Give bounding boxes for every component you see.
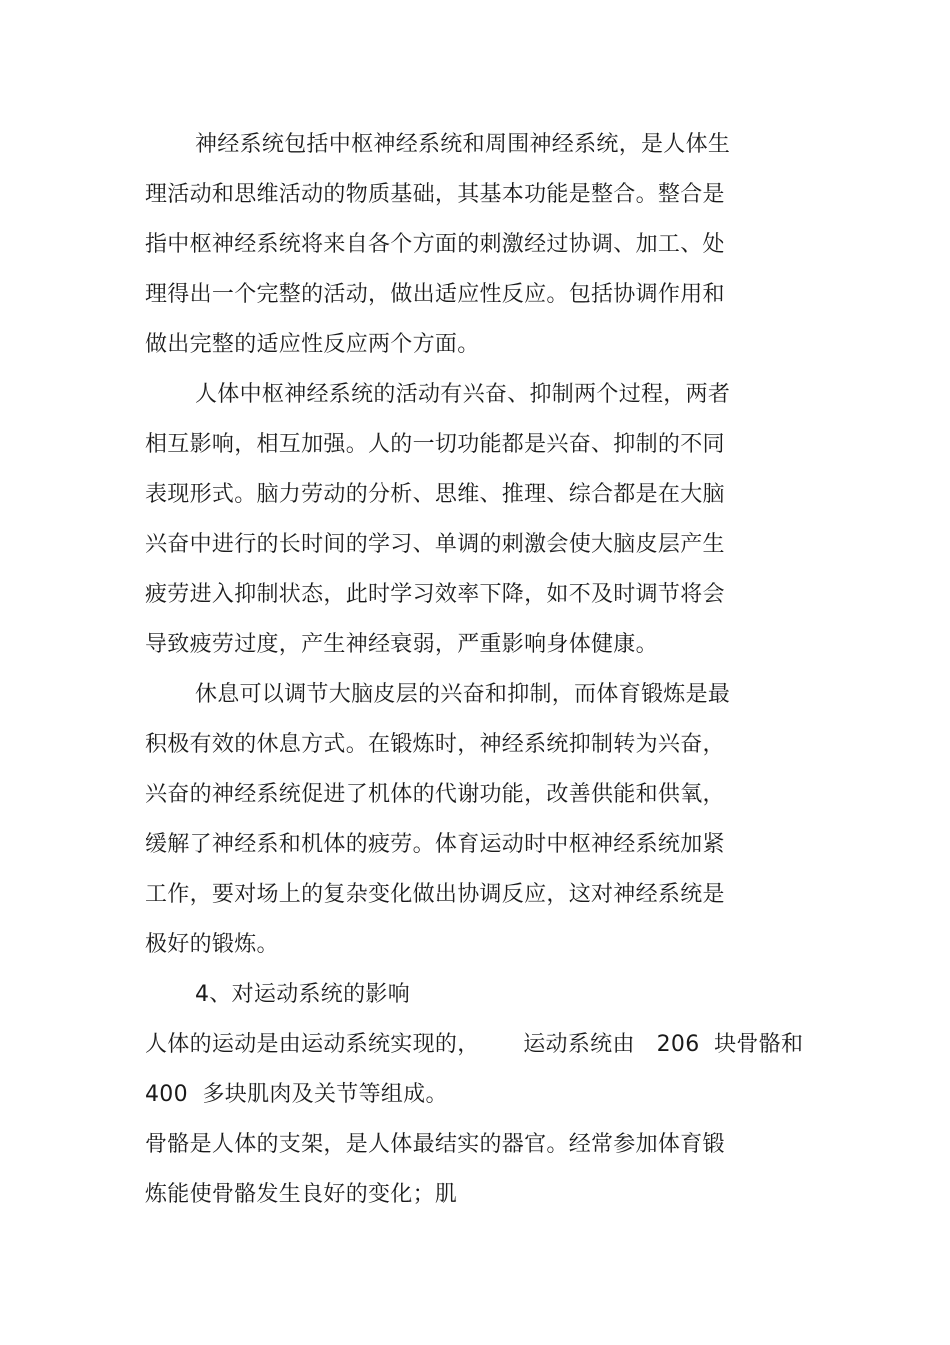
paragraph-line: 缓解了神经系和机体的疲劳。体育运动时中枢神经系统加紧: [145, 832, 725, 857]
paragraph-line: 疲劳进入抑制状态，此时学习效率下降，如不及时调节将会: [145, 582, 725, 607]
paragraph-line: 兴奋的神经系统促进了机体的代谢功能，改善供能和供氧，: [145, 782, 725, 807]
paragraph-line: 理活动和思维活动的物质基础，其基本功能是整合。整合是: [145, 182, 725, 207]
paragraph-line: 人体中枢神经系统的活动有兴奋、抑制两个过程，两者: [195, 382, 731, 407]
section-heading: 4、对运动系统的影响: [195, 982, 410, 1007]
paragraph-line: 理得出一个完整的活动，做出适应性反应。包括协调作用和: [145, 282, 725, 307]
paragraph-line: 指中枢神经系统将来自各个方面的刺激经过协调、加工、处: [145, 232, 725, 257]
paragraph-line: 休息可以调节大脑皮层的兴奋和抑制，而体育锻炼是最: [195, 682, 731, 707]
paragraph-line: 做出完整的适应性反应两个方面。: [145, 332, 480, 357]
paragraph-line: 积极有效的休息方式。在锻炼时，神经系统抑制转为兴奋，: [145, 732, 725, 757]
paragraph-line: 工作，要对场上的复杂变化做出协调反应，这对神经系统是: [145, 882, 725, 907]
paragraph-line: 人体的运动是由运动系统实现的， 运动系统由 206 块骨骼和: [145, 1032, 804, 1057]
paragraph-line: 导致疲劳过度，产生神经衰弱，严重影响身体健康。: [145, 632, 658, 657]
paragraph-line: 神经系统包括中枢神经系统和周围神经系统，是人体生: [195, 132, 731, 157]
paragraph-line: 表现形式。脑力劳动的分析、思维、推理、综合都是在大脑: [145, 482, 725, 507]
paragraph-line: 400 多块肌肉及关节等组成。: [145, 1082, 448, 1107]
paragraph-line: 骨骼是人体的支架，是人体最结实的器官。经常参加体育锻: [145, 1132, 725, 1157]
paragraph-line: 兴奋中进行的长时间的学习、单调的刺激会使大脑皮层产生: [145, 532, 725, 557]
paragraph-line: 相互影响，相互加强。人的一切功能都是兴奋、抑制的不同: [145, 432, 725, 457]
paragraph-line: 炼能使骨骼发生良好的变化；肌: [145, 1182, 458, 1207]
paragraph-line: 极好的锻炼。: [145, 932, 279, 957]
